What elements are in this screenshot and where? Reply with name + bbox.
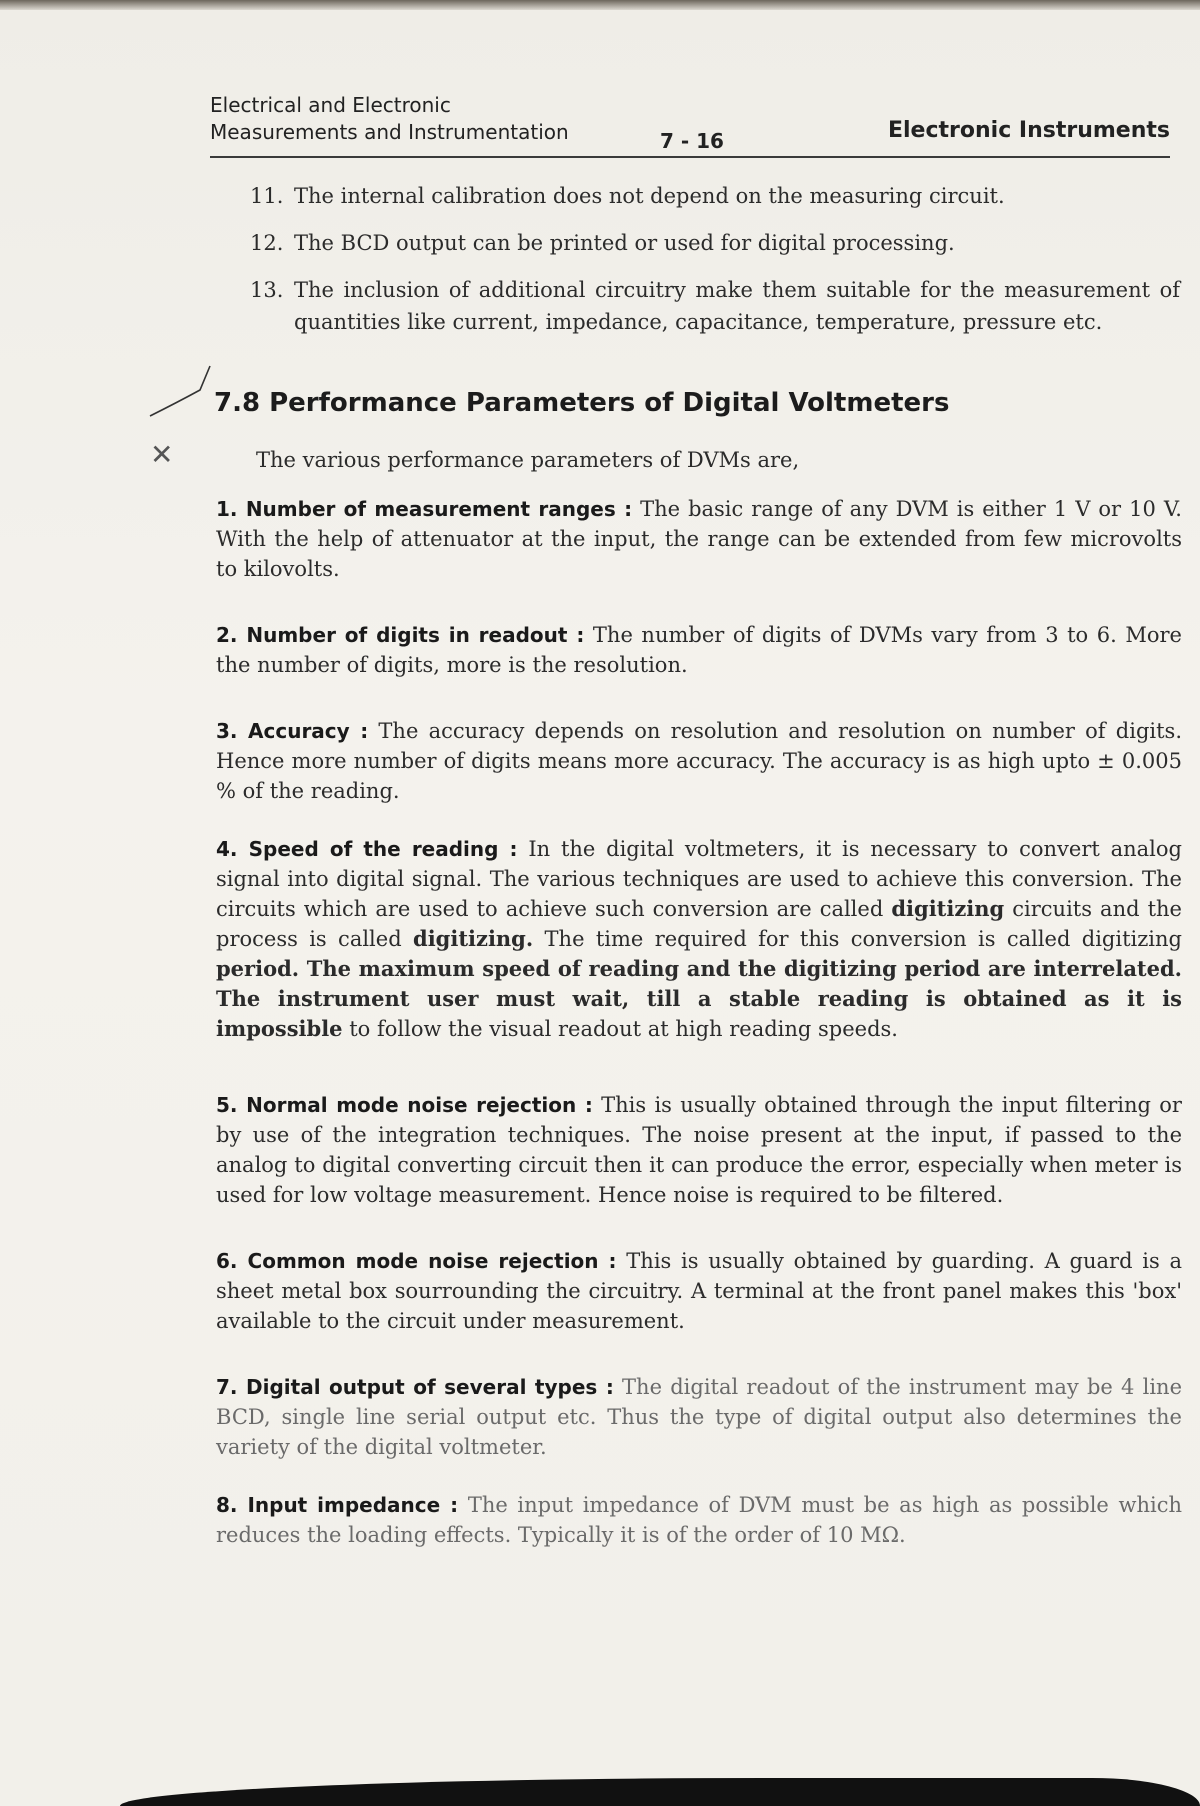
parameter-body: to follow the visual readout at high reading speeds. xyxy=(349,1017,898,1041)
parameter-paragraph xyxy=(216,1090,1182,1210)
parameter-paragraph xyxy=(216,1246,1182,1336)
book-title xyxy=(210,92,569,146)
parameter-bold-term: period. The maximum speed of reading and the digitizing period are interrelated. The instrument user must wait, till a stable reading is obtained as it is impossible xyxy=(216,956,1182,1041)
parameter-body: The accuracy depends on resolution and resolution on number of digits. Hence more number of digits means more accuracy. The accuracy is as high upto ± 0.005 % of the reading. xyxy=(216,719,1182,803)
list-item xyxy=(250,227,1180,259)
parameter-paragraph xyxy=(216,1372,1182,1462)
parameter-paragraph xyxy=(216,620,1182,680)
list-item xyxy=(250,274,1180,338)
list-item-number: 11. xyxy=(250,184,284,208)
chapter-title: Electronic Instruments xyxy=(887,118,1170,143)
header-rule xyxy=(210,156,1170,158)
parameter-body: circuits and the process is called xyxy=(216,897,1182,951)
list-item-text: The BCD output can be printed or used for digital processing. xyxy=(294,231,955,255)
parameter-heading: 4. Speed of the reading : xyxy=(216,837,518,861)
parameter-heading: 8. Input impedance : xyxy=(216,1493,459,1517)
parameter-body: The digital readout of the instrument may be 4 line BCD, single line serial output etc. Thus the type of digital output also determines the variety of the digital voltmeter. xyxy=(216,1375,1182,1459)
margin-x-mark-icon: ✕ xyxy=(150,438,174,471)
parameter-heading: 3. Accuracy : xyxy=(216,719,369,743)
list-item-text: The internal calibration does not depend on the measuring circuit. xyxy=(294,184,1005,208)
parameter-bold-term: digitizing. xyxy=(413,926,534,951)
parameter-body: The number of digits of DVMs vary from 3 to 6. More the number of digits, more is the resolution. xyxy=(216,623,1182,677)
parameter-heading: 7. Digital output of several types : xyxy=(216,1375,614,1399)
parameter-body: In the digital voltmeters, it is necessary to convert analog signal into digital signal. The various techniques are used to achieve this conversion. The circuits which are used to achieve such conversion are called xyxy=(216,837,1182,921)
page-number: 7 - 16 xyxy=(660,129,724,153)
parameter-paragraph xyxy=(216,716,1182,806)
parameter-paragraph xyxy=(216,494,1182,584)
parameter-body: The time required for this conversion is called digitizing xyxy=(544,927,1182,951)
list-item-number: 12. xyxy=(250,231,284,255)
parameter-paragraph xyxy=(216,1490,1182,1550)
page-header xyxy=(210,88,1170,158)
list-item-number: 13. xyxy=(250,278,284,302)
parameter-heading: 2. Number of digits in readout : xyxy=(216,623,585,647)
parameter-heading: 6. Common mode noise rejection : xyxy=(216,1249,617,1273)
section-intro: The various performance parameters of DVMs are, xyxy=(256,448,800,472)
parameter-paragraph xyxy=(216,834,1182,1044)
list-item-text: The inclusion of additional circuitry make them suitable for the measurement of quantities like current, impedance, capacitance, temperature, pressure etc. xyxy=(294,278,1180,334)
parameter-bold-term: digitizing xyxy=(891,896,1005,921)
parameter-body: This is usually obtained by guarding. A guard is a sheet metal box sourrounding the circuitry. A terminal at the front panel makes this 'box' available to the circuit under measurement. xyxy=(216,1249,1182,1333)
parameter-heading: 5. Normal mode noise rejection : xyxy=(216,1093,593,1117)
book-title-line1: Electrical and Electronic xyxy=(210,93,451,117)
parameter-body: This is usually obtained through the input filtering or by use of the integration techniques. The noise present at the input, if passed to the analog to digital converting circuit then it can produce the error, especially when meter is used for low voltage measurement. Hence noise is required to be filtered. xyxy=(216,1093,1182,1207)
list-item xyxy=(250,180,1180,212)
section-title: 7.8 Performance Parameters of Digital Voltmeters xyxy=(214,388,950,418)
parameter-body: The basic range of any DVM is either 1 V or 10 V. With the help of attenuator at the input, the range can be extended from few microvolts to kilovolts. xyxy=(216,497,1182,581)
parameter-heading: 1. Number of measurement ranges : xyxy=(216,497,633,521)
book-title-line2: Measurements and Instrumentation xyxy=(210,120,569,144)
parameter-body: The input impedance of DVM must be as high as possible which reduces the loading effects. Typically it is of the order of 10 MΩ. xyxy=(216,1493,1182,1547)
page-bottom-shadow xyxy=(120,1778,1200,1806)
page-top-shadow xyxy=(0,0,1200,10)
